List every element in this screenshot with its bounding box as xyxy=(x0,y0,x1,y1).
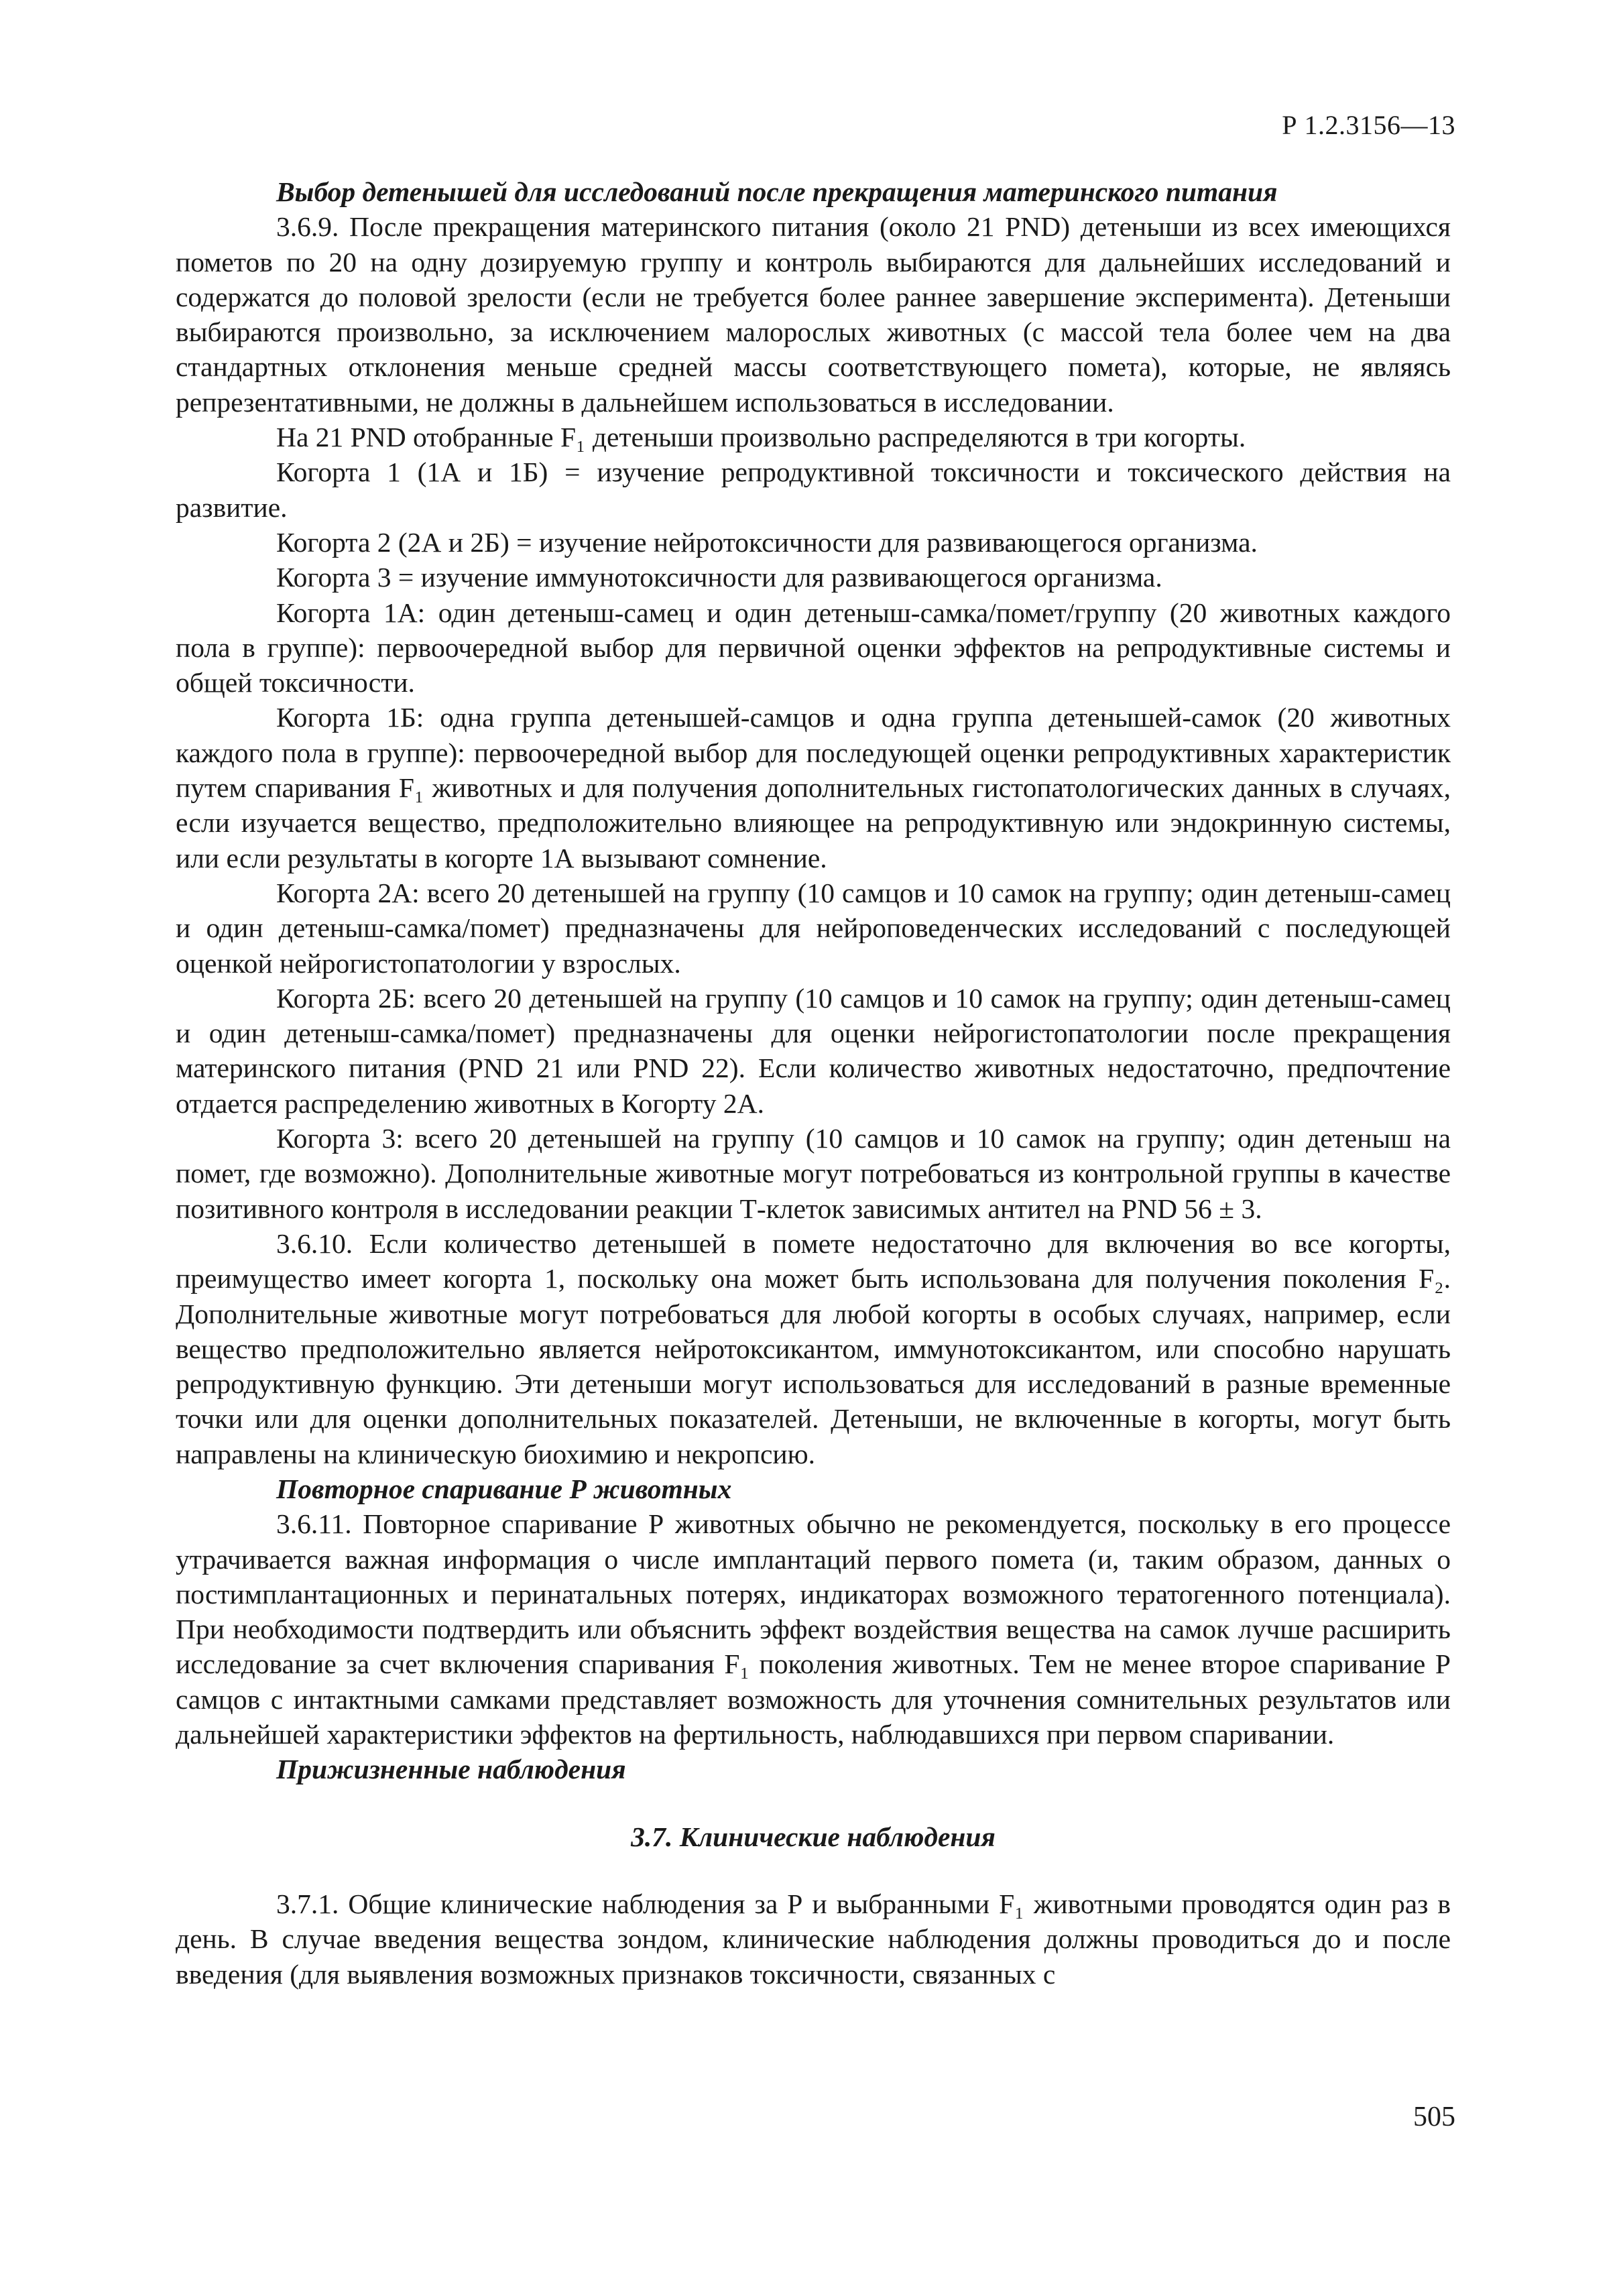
paragraph: Когорта 2 (2А и 2Б) = изучение нейротоксичности для развивающегося организма. xyxy=(276,526,1258,558)
paragraph: Когорта 1 (1А и 1Б) = изучение репродуктивной токсичности и токсического действия на развитие. xyxy=(176,457,1451,523)
section-heading: Прижизненные наблюдения xyxy=(276,1754,626,1785)
paragraph: Когорта 2Б: всего 20 детенышей на группу (10 самцов и 10 самок на группу; один детеныш-самец и один детеныш-самка/помет) предназначены для оценки нейрогистопатологии после прекращения материнского питания (PND 21 или PND 22). Если количество животных недостаточно, предпочтение отдается распределению животных в Когорту 2А. xyxy=(176,982,1451,1119)
section-title: 3.7. Клинические наблюдения xyxy=(631,1821,996,1852)
paragraph: 3.6.9. После прекращения материнского питания (около 21 PND) детеныши из всех имеющихся пометов по 20 на одну дозируемую группу и контроль выбираются для дальнейших исследований и содержатся до половой зрелости (если не требуется более раннее завершение эксперимента). Детеныши выбираются произвольно, за исключением малорослых животных (с массой тела более чем на два стандартных отклонения меньше средней массы соответствующего помета), которые, не являясь репрезентативными, не должны в дальнейшем использоваться в исследовании. xyxy=(176,211,1451,418)
paragraph: Когорта 3 = изучение иммунотоксичности для развивающегося организма. xyxy=(276,562,1162,593)
paragraph: Когорта 2А: всего 20 детенышей на группу (10 самцов и 10 самок на группу; один детеныш-самец и один детеныш-самка/помет) предназначены для нейроповеденческих исследований с последующей оценкой нейрогистопатологии у взрослых. xyxy=(176,877,1451,979)
section-heading: Повторное спаривание Р животных xyxy=(276,1473,732,1504)
paragraph: 3.7.1. Общие клинические наблюдения за Р и выбранными F₁ животными проводятся один раз в день. В случае введения вещества зондом, клинические наблюдения должны проводиться до и после введения (для выявления возможных признаков токсичности, связанных с xyxy=(176,1888,1451,1990)
section-heading: Выбор детенышей для исследований после прекращения материнского питания xyxy=(276,176,1278,207)
page-body xyxy=(176,174,1451,1992)
page-number: 505 xyxy=(1413,2102,1455,2132)
spacer xyxy=(176,1854,1451,1886)
spacer xyxy=(176,1787,1451,1819)
paragraph: На 21 PND отобранные F₁ детеныши произвольно распределяются в три когорты. xyxy=(276,422,1246,453)
paragraph: 3.6.11. Повторное спаривание Р животных обычно не рекомендуется, поскольку в его процессе утрачивается важная информация о числе имплантаций первого помета (и, таким образом, данных о постимплантационных и перинатальных потерях, индикаторах возможного тератогенного потенциала). При необходимости подтвердить или объяснить эффект воздействия вещества на самок лучше расширить исследование за счет включения спаривания F₁ поколения животных. Тем не менее второе спаривание Р самцов с интактными самками представляет возможность для уточнения сомнительных результатов или дальнейшей характеристики эффектов на фертильность, наблюдавшихся при первом спаривании. xyxy=(176,1508,1451,1750)
document-number: Р 1.2.3156—13 xyxy=(1282,110,1455,140)
paragraph: 3.6.10. Если количество детенышей в помете недостаточно для включения во все когорты, преимущество имеет когорта 1, поскольку она может быть использована для получения поколения F₂. Дополнительные животные могут потребоваться для любой когорты в особых случаях, например, если вещество предположительно является нейротоксикантом, иммунотоксикантом, или способно нарушать репродуктивную функцию. Эти детеныши могут использоваться для исследований в разные временные точки или для оценки дополнительных показателей. Детеныши, не включенные в когорты, могут быть направлены на клиническую биохимию и некропсию. xyxy=(176,1227,1451,1469)
paragraph: Когорта 1А: один детеныш-самец и один детеныш-самка/помет/группу (20 животных каждого пола в группе): первоочередной выбор для первичной оценки эффектов на репродуктивные системы и общей токсичности. xyxy=(176,597,1451,699)
paragraph: Когорта 1Б: одна группа детенышей-самцов и одна группа детенышей-самок (20 животных каждого пола в группе): первоочередной выбор для последующей оценки репродуктивных характеристик путем спаривания F₁ животных и для получения дополнительных гистопатологических данных в случаях, если изучается вещество, предположительно влияющее на репродуктивную или эндокринную системы, или если результаты в когорте 1А вызывают сомнение. xyxy=(176,702,1451,873)
paragraph: Когорта 3: всего 20 детенышей на группу (10 самцов и 10 самок на группу; один детеныш на помет, где возможно). Дополнительные животные могут потребоваться из контрольной группы в качестве позитивного контроля в исследовании реакции Т-клеток зависимых антител на PND 56 ± 3. xyxy=(176,1123,1451,1224)
